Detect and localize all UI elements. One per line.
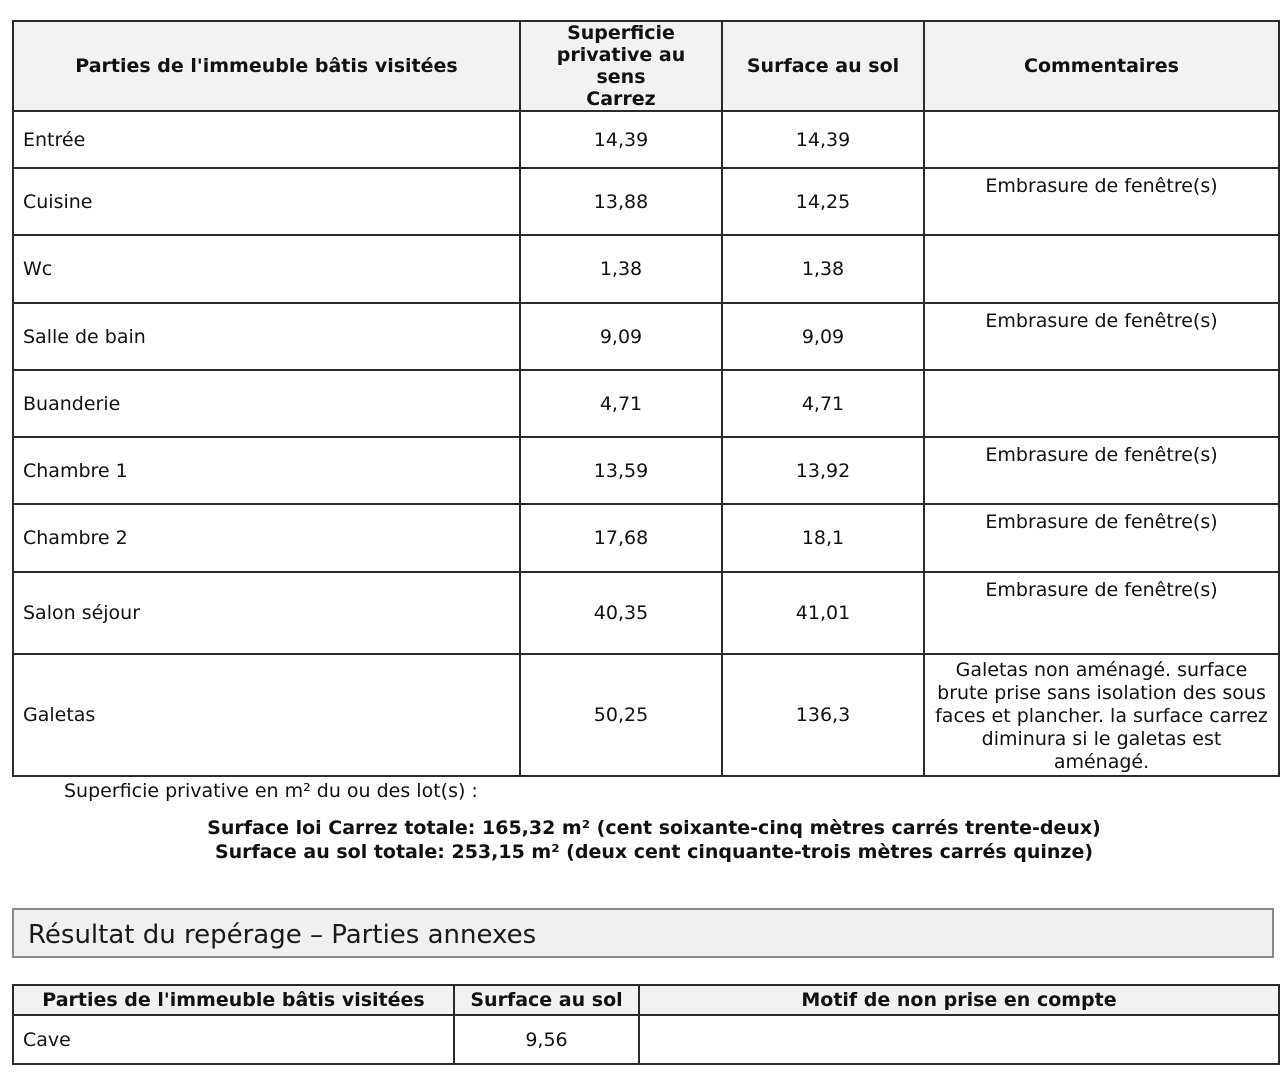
total-carrez: Surface loi Carrez totale: 165,32 m² (cent soixante-cinq mètres carrés trente-deux) bbox=[207, 817, 1101, 839]
table-row bbox=[13, 654, 1279, 776]
comment-line: brute prise sans isolation des sous bbox=[937, 681, 1266, 704]
table-row bbox=[13, 111, 1279, 168]
table-header-row bbox=[13, 21, 1279, 111]
room-name: Wc bbox=[13, 235, 520, 303]
sol-value: 136,3 bbox=[722, 654, 924, 776]
total-sol: Surface au sol totale: 253,15 m² (deux cent cinquante-trois mètres carrés quinze) bbox=[214, 841, 1094, 863]
carrez-value: 1,38 bbox=[520, 235, 722, 303]
sol-value: 14,25 bbox=[722, 168, 924, 235]
table-row bbox=[13, 168, 1279, 235]
header-parties: Parties de l'immeuble bâtis visitées bbox=[13, 985, 454, 1015]
sol-value: 1,38 bbox=[722, 235, 924, 303]
room-name: Cave bbox=[13, 1015, 454, 1064]
room-name: Entrée bbox=[13, 111, 520, 168]
header-superficie-line: Superficie bbox=[567, 22, 675, 44]
header-surface-sol: Surface au sol bbox=[454, 985, 639, 1015]
room-name: Galetas bbox=[13, 654, 520, 776]
annex-table bbox=[12, 984, 1280, 1065]
summary-label: Superficie privative en m² du ou des lot(s) : bbox=[64, 780, 478, 802]
table-row bbox=[13, 572, 1279, 654]
carrez-value: 14,39 bbox=[520, 111, 722, 168]
sol-value: 13,92 bbox=[722, 437, 924, 504]
sol-value: 41,01 bbox=[722, 572, 924, 654]
carrez-value: 13,88 bbox=[520, 168, 722, 235]
motif-cell bbox=[639, 1015, 1279, 1064]
comment-cell bbox=[924, 370, 1279, 437]
carrez-value: 4,71 bbox=[520, 370, 722, 437]
carrez-value: 17,68 bbox=[520, 504, 722, 572]
header-surface-sol: Surface au sol bbox=[722, 21, 924, 111]
table-row bbox=[13, 235, 1279, 303]
sol-value: 4,71 bbox=[722, 370, 924, 437]
table-header-row bbox=[13, 985, 1279, 1015]
room-name: Chambre 1 bbox=[13, 437, 520, 504]
table-row bbox=[13, 303, 1279, 370]
room-name: Salon séjour bbox=[13, 572, 520, 654]
comment-cell: Embrasure de fenêtre(s) bbox=[924, 303, 1279, 370]
table-row bbox=[13, 437, 1279, 504]
header-superficie-carrez bbox=[520, 21, 722, 111]
header-superficie-line: Carrez bbox=[586, 88, 656, 110]
room-name: Chambre 2 bbox=[13, 504, 520, 572]
comment-line: diminura si le galetas est bbox=[981, 727, 1222, 750]
comment-line: faces et plancher. la surface carrez bbox=[935, 704, 1268, 727]
comment-cell: Embrasure de fenêtre(s) bbox=[924, 504, 1279, 572]
comment-cell bbox=[924, 111, 1279, 168]
table-row bbox=[13, 504, 1279, 572]
header-superficie-line: privative au sens bbox=[556, 44, 686, 88]
table-row bbox=[13, 370, 1279, 437]
comment-cell: Embrasure de fenêtre(s) bbox=[924, 572, 1279, 654]
header-motif: Motif de non prise en compte bbox=[639, 985, 1279, 1015]
header-parties: Parties de l'immeuble bâtis visitées bbox=[13, 21, 520, 111]
carrez-value: 13,59 bbox=[520, 437, 722, 504]
sol-value: 9,56 bbox=[454, 1015, 639, 1064]
carrez-surface-table bbox=[12, 20, 1280, 777]
section-title: Résultat du repérage – Parties annexes bbox=[28, 920, 537, 950]
room-name: Salle de bain bbox=[13, 303, 520, 370]
carrez-value: 9,09 bbox=[520, 303, 722, 370]
header-commentaires: Commentaires bbox=[924, 21, 1279, 111]
comment-line: aménagé. bbox=[1053, 750, 1150, 773]
annex-section-header bbox=[12, 908, 1274, 958]
comment-cell bbox=[924, 654, 1279, 776]
room-name: Cuisine bbox=[13, 168, 520, 235]
comment-cell: Embrasure de fenêtre(s) bbox=[924, 168, 1279, 235]
carrez-value: 40,35 bbox=[520, 572, 722, 654]
room-name: Buanderie bbox=[13, 370, 520, 437]
comment-line: Galetas non aménagé. surface bbox=[955, 658, 1248, 681]
sol-value: 18,1 bbox=[722, 504, 924, 572]
sol-value: 9,09 bbox=[722, 303, 924, 370]
comment-cell: Embrasure de fenêtre(s) bbox=[924, 437, 1279, 504]
sol-value: 14,39 bbox=[722, 111, 924, 168]
carrez-value: 50,25 bbox=[520, 654, 722, 776]
comment-cell bbox=[924, 235, 1279, 303]
table-row bbox=[13, 1015, 1279, 1064]
